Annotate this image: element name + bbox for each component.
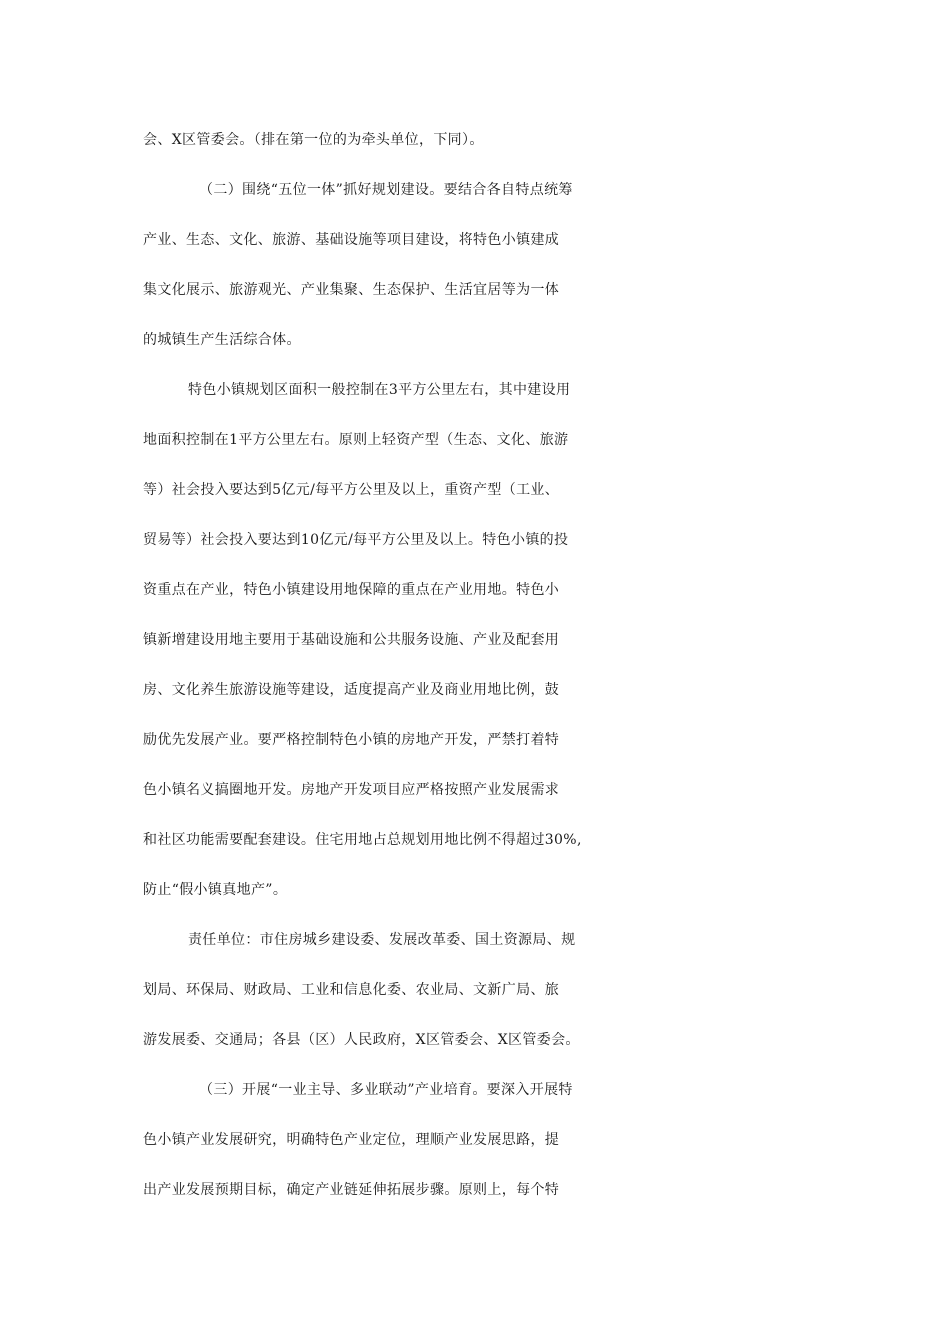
text-line: 房、文化养生旅游设施等建设，适度提高产业及商业用地比例，鼓: [143, 682, 560, 698]
text-line: 游发展委、交通局；各县（区）人民政府，X区管委会、X区管委会。: [143, 1032, 580, 1048]
text-line: （二）围绕“五位一体”抓好规划建设。要结合各自特点统筹: [199, 182, 573, 198]
text-line: 色小镇名义搞圈地开发。房地产开发项目应严格按照产业发展需求: [143, 782, 560, 798]
text-line: （三）开展“一业主导、多业联动”产业培育。要深入开展特: [199, 1082, 573, 1098]
text-line: 防止“假小镇真地产”。: [143, 882, 288, 898]
text-line: 镇新增建设用地主要用于基础设施和公共服务设施、产业及配套用: [143, 632, 560, 648]
text-line: 划局、环保局、财政局、工业和信息化委、农业局、文新广局、旅: [143, 982, 560, 998]
text-line: 色小镇产业发展研究，明确特色产业定位，理顺产业发展思路，提: [143, 1132, 560, 1148]
text-line: 出产业发展预期目标，确定产业链延伸拓展步骤。原则上，每个特: [143, 1182, 560, 1198]
text-line: 责任单位：市住房城乡建设委、发展改革委、国土资源局、规: [188, 932, 576, 948]
text-line: 产业、生态、文化、旅游、基础设施等项目建设，将特色小镇建成: [143, 232, 560, 248]
text-line: 贸易等）社会投入要达到10亿元/每平方公里及以上。特色小镇的投: [143, 532, 569, 548]
text-line: 特色小镇规划区面积一般控制在3平方公里左右，其中建设用: [188, 382, 571, 398]
text-line: 资重点在产业，特色小镇建设用地保障的重点在产业用地。特色小: [143, 582, 560, 598]
text-line: 地面积控制在1平方公里左右。原则上轻资产型（生态、文化、旅游: [143, 432, 569, 448]
text-line: 的城镇生产生活综合体。: [143, 332, 301, 348]
text-line: 励优先发展产业。要严格控制特色小镇的房地产开发，严禁打着特: [143, 732, 560, 748]
text-line: 会、X区管委会。（排在第一位的为牵头单位，下同）。: [143, 132, 484, 148]
text-line: 等）社会投入要达到5亿元/每平方公里及以上，重资产型（工业、: [143, 482, 560, 498]
text-line: 和社区功能需要配套建设。住宅用地占总规划用地比例不得超过30%,: [143, 832, 582, 848]
text-line: 集文化展示、旅游观光、产业集聚、生态保护、生活宜居等为一体: [143, 282, 560, 298]
